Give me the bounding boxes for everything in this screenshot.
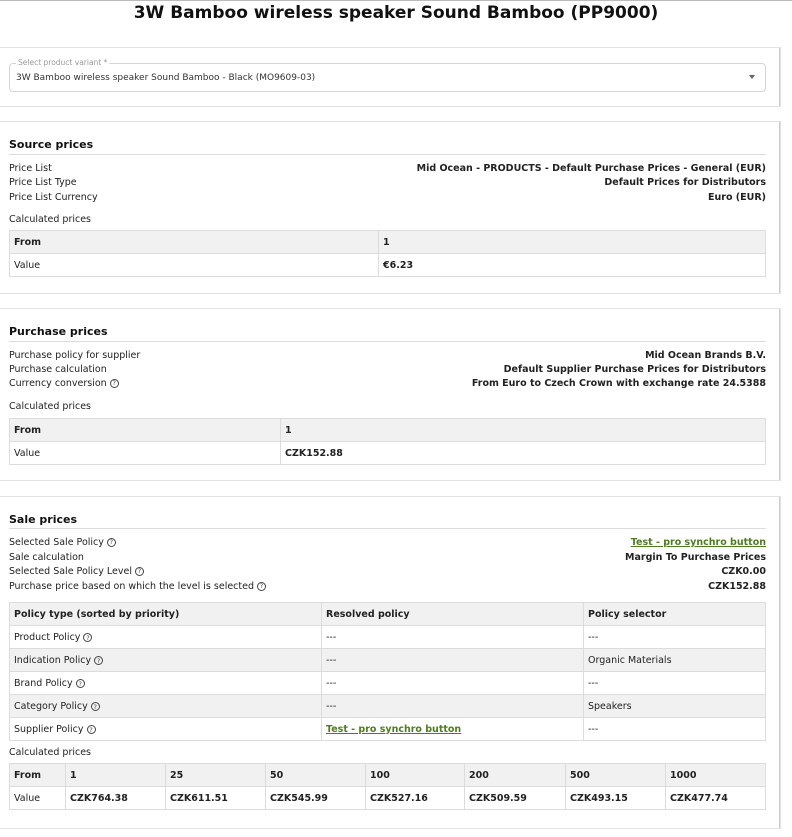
table-cell: CZK764.38 (66, 787, 166, 810)
kv-label (9, 537, 116, 548)
table-cell: 500 (566, 764, 666, 787)
card-edge (779, 309, 780, 480)
section-divider (9, 528, 766, 529)
table-row (10, 231, 766, 254)
kv-label-text: Selected Sale Policy (9, 537, 104, 548)
resolved-policy-cell: --- (322, 672, 584, 695)
table-cell: Value (10, 254, 379, 277)
kv-value: CZK152.88 (708, 581, 766, 592)
table-row (10, 254, 766, 277)
purchase-row-policy (9, 350, 766, 364)
help-icon[interactable]: ? (135, 567, 144, 576)
section-divider (9, 341, 766, 342)
help-icon[interactable]: ? (257, 582, 266, 591)
table-row (10, 442, 766, 465)
section-title-sale: Sale prices (9, 513, 78, 526)
table-cell: 50 (266, 764, 366, 787)
kv-value: From Euro to Czech Crown with exchange rate 24.5388 (471, 378, 766, 389)
policy-selector-cell: --- (584, 718, 766, 741)
sale-price-table (9, 763, 766, 810)
table-cell: 100 (366, 764, 465, 787)
policy-type-cell (10, 718, 322, 741)
kv-label: Purchase policy for supplier (9, 350, 141, 361)
kv-label: Price List Currency (9, 192, 98, 203)
table-cell: 25 (166, 764, 266, 787)
resolved-policy-cell: --- (322, 695, 584, 718)
purchase-row-calculation (9, 364, 766, 378)
section-title-source: Source prices (9, 138, 94, 151)
table-row (10, 672, 766, 695)
source-row-price-list-type (9, 177, 766, 191)
resolved-policy-cell (322, 718, 584, 741)
kv-value: Mid Ocean Brands B.V. (645, 350, 766, 361)
table-row (10, 649, 766, 672)
policy-type-cell (10, 649, 322, 672)
kv-value: Mid Ocean - PRODUCTS - Default Purchase Prices - General (EUR) (416, 163, 766, 174)
source-row-currency (9, 192, 766, 206)
column-header-resolved-policy: Resolved policy (322, 603, 584, 626)
table-cell: From (10, 419, 281, 442)
table-cell: 1000 (666, 764, 766, 787)
calculated-prices-label: Calculated prices (9, 401, 92, 412)
cell-text: Brand Policy (14, 677, 73, 689)
section-title-purchase: Purchase prices (9, 325, 108, 338)
policy-type-cell (10, 672, 322, 695)
table-row (10, 764, 766, 787)
variant-select-value: 3W Bamboo wireless speaker Sound Bamboo - Black (MO9609-03) (16, 73, 316, 83)
table-cell: CZK611.51 (166, 787, 266, 810)
kv-value: Default Supplier Purchase Prices for Distributors (503, 364, 766, 375)
resolved-policy-cell: --- (322, 649, 584, 672)
kv-label: Price List (9, 163, 52, 174)
kv-label (9, 378, 119, 389)
table-cell: 1 (66, 764, 166, 787)
policy-selector-cell: Speakers (584, 695, 766, 718)
table-cell: 1 (379, 231, 766, 254)
source-row-price-list (9, 163, 766, 177)
sale-row-purchase-price-basis (9, 581, 766, 595)
purchase-row-currency-conversion (9, 378, 766, 392)
table-cell: From (10, 231, 379, 254)
cell-text: Product Policy (14, 631, 81, 643)
kv-label-text: Currency conversion (9, 378, 107, 389)
table-cell: CZK152.88 (281, 442, 766, 465)
table-row (10, 787, 766, 810)
kv-value: CZK0.00 (721, 566, 766, 577)
sale-row-calculation (9, 552, 766, 566)
table-cell: €6.23 (379, 254, 766, 277)
kv-label (9, 566, 144, 577)
table-cell: CZK527.16 (366, 787, 465, 810)
next-card-edge (0, 828, 781, 837)
table-cell: CZK477.74 (666, 787, 766, 810)
policy-selector-cell: --- (584, 626, 766, 649)
table-cell: 200 (465, 764, 566, 787)
column-header-policy-type: Policy type (sorted by priority) (10, 603, 322, 626)
sale-prices-card (0, 496, 781, 829)
policy-type-cell (10, 695, 322, 718)
resolved-policy-link[interactable]: Test - pro synchro button (326, 723, 462, 735)
help-icon[interactable]: ? (91, 702, 100, 711)
sale-row-selected-policy (9, 537, 766, 551)
table-row (10, 626, 766, 649)
policy-type-cell (10, 626, 322, 649)
table-cell: CZK493.15 (566, 787, 666, 810)
source-prices-card (0, 121, 781, 294)
table-cell: CZK509.59 (465, 787, 566, 810)
selected-sale-policy-link[interactable]: Test - pro synchro button (630, 537, 766, 548)
cell-text: Supplier Policy (14, 723, 84, 735)
table-cell: From (10, 764, 66, 787)
kv-value: Euro (EUR) (708, 192, 766, 203)
policy-selector-cell: Organic Materials (584, 649, 766, 672)
card-edge (779, 122, 780, 293)
table-row (10, 695, 766, 718)
section-divider (9, 154, 766, 155)
purchase-price-table (9, 418, 766, 465)
kv-label (9, 581, 266, 592)
table-cell: Value (10, 787, 66, 810)
help-icon[interactable]: ? (83, 633, 92, 642)
policy-selector-cell: --- (584, 672, 766, 695)
kv-value: Margin To Purchase Prices (625, 552, 766, 563)
resolved-policy-cell: --- (322, 626, 584, 649)
table-cell: 1 (281, 419, 766, 442)
help-icon[interactable]: ? (94, 656, 103, 665)
cell-text: Category Policy (14, 700, 88, 712)
help-icon[interactable]: ? (87, 725, 96, 734)
table-cell: CZK545.99 (266, 787, 366, 810)
kv-label: Purchase calculation (9, 364, 107, 375)
calculated-prices-label: Calculated prices (9, 214, 92, 225)
cell-text: Indication Policy (14, 654, 92, 666)
card-edge (779, 497, 780, 828)
kv-label: Sale calculation (9, 552, 84, 563)
variant-card (0, 47, 781, 107)
kv-value: Default Prices for Distributors (604, 177, 766, 188)
chevron-down-icon[interactable] (749, 75, 755, 79)
variant-select-label: Select product variant * (18, 58, 108, 67)
calculated-prices-label: Calculated prices (9, 747, 92, 758)
table-row (10, 419, 766, 442)
source-price-table (9, 230, 766, 277)
column-header-policy-selector: Policy selector (584, 603, 766, 626)
purchase-prices-card (0, 308, 781, 481)
table-row (10, 718, 766, 741)
sale-row-policy-level (9, 566, 766, 580)
help-icon[interactable]: ? (107, 538, 116, 547)
table-header-row (10, 603, 766, 626)
policy-table (9, 602, 766, 741)
page-title: 3W Bamboo wireless speaker Sound Bamboo (PP9000) (133, 3, 659, 23)
variant-select[interactable] (9, 58, 766, 92)
help-icon[interactable]: ? (110, 379, 119, 388)
card-edge (779, 48, 780, 106)
kv-label-text: Purchase price based on which the level is selected (9, 581, 254, 592)
help-icon[interactable]: ? (76, 679, 85, 688)
kv-label-text: Selected Sale Policy Level (9, 566, 132, 577)
table-cell: Value (10, 442, 281, 465)
kv-label: Price List Type (9, 177, 77, 188)
top-divider (0, 0, 792, 1)
